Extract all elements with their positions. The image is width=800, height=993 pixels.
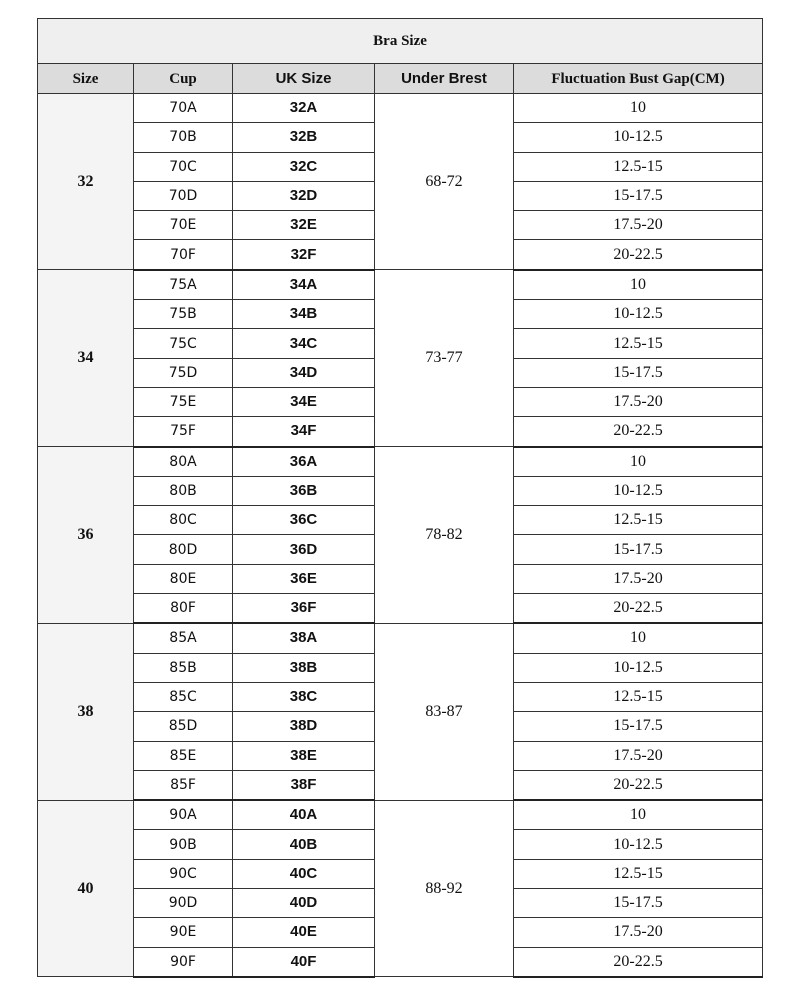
cup-cell: 85F <box>134 770 233 800</box>
table-row <box>38 94 763 123</box>
fluctuation-cell: 17.5-20 <box>514 211 763 240</box>
uk-size-cell: 38D <box>233 712 375 741</box>
header-uk-size: UK Size <box>233 64 375 94</box>
fluctuation-cell: 17.5-20 <box>514 564 763 593</box>
table-title: Bra Size <box>38 19 763 64</box>
fluctuation-cell: 15-17.5 <box>514 181 763 210</box>
cup-cell: 75C <box>134 329 233 358</box>
fluctuation-cell: 10 <box>514 94 763 123</box>
fluctuation-cell: 10 <box>514 447 763 477</box>
header-row <box>38 64 763 94</box>
fluctuation-cell: 12.5-15 <box>514 859 763 888</box>
uk-size-cell: 34F <box>233 417 375 447</box>
table-row <box>38 623 763 653</box>
fluctuation-cell: 20-22.5 <box>514 594 763 624</box>
under-brest-cell: 73-77 <box>375 270 514 447</box>
table-row <box>38 447 763 477</box>
uk-size-cell: 34C <box>233 329 375 358</box>
size-cell: 36 <box>38 447 134 624</box>
under-brest-cell: 68-72 <box>375 94 514 270</box>
uk-size-cell: 40F <box>233 947 375 977</box>
header-size: Size <box>38 64 134 94</box>
fluctuation-cell: 15-17.5 <box>514 712 763 741</box>
uk-size-cell: 34B <box>233 300 375 329</box>
uk-size-cell: 32F <box>233 240 375 270</box>
cup-cell: 75B <box>134 300 233 329</box>
cup-cell: 85E <box>134 741 233 770</box>
cup-cell: 85A <box>134 623 233 653</box>
uk-size-cell: 40D <box>233 889 375 918</box>
fluctuation-cell: 10 <box>514 623 763 653</box>
cup-cell: 80F <box>134 594 233 624</box>
bra-size-table <box>37 18 763 978</box>
under-brest-cell: 83-87 <box>375 623 514 800</box>
size-cell: 32 <box>38 94 134 270</box>
under-brest-cell: 78-82 <box>375 447 514 624</box>
cup-cell: 70E <box>134 211 233 240</box>
size-cell: 34 <box>38 270 134 447</box>
cup-cell: 85D <box>134 712 233 741</box>
cup-cell: 80C <box>134 506 233 535</box>
fluctuation-cell: 10-12.5 <box>514 123 763 152</box>
cup-cell: 70D <box>134 181 233 210</box>
size-chart <box>37 18 762 978</box>
fluctuation-cell: 15-17.5 <box>514 358 763 387</box>
fluctuation-cell: 10 <box>514 270 763 300</box>
cup-cell: 80D <box>134 535 233 564</box>
uk-size-cell: 40C <box>233 859 375 888</box>
uk-size-cell: 40A <box>233 800 375 830</box>
fluctuation-cell: 12.5-15 <box>514 152 763 181</box>
uk-size-cell: 34A <box>233 270 375 300</box>
cup-cell: 90A <box>134 800 233 830</box>
uk-size-cell: 36B <box>233 476 375 505</box>
cup-cell: 90F <box>134 947 233 977</box>
uk-size-cell: 32A <box>233 94 375 123</box>
cup-cell: 70B <box>134 123 233 152</box>
cup-cell: 70F <box>134 240 233 270</box>
uk-size-cell: 38F <box>233 770 375 800</box>
cup-cell: 75E <box>134 387 233 416</box>
uk-size-cell: 36D <box>233 535 375 564</box>
table-body <box>38 94 763 977</box>
uk-size-cell: 36E <box>233 564 375 593</box>
cup-cell: 85B <box>134 653 233 682</box>
fluctuation-cell: 12.5-15 <box>514 506 763 535</box>
uk-size-cell: 32E <box>233 211 375 240</box>
cup-cell: 80E <box>134 564 233 593</box>
uk-size-cell: 34D <box>233 358 375 387</box>
fluctuation-cell: 10 <box>514 800 763 830</box>
size-cell: 40 <box>38 800 134 977</box>
header-under-brest: Under Brest <box>375 64 514 94</box>
uk-size-cell: 40B <box>233 830 375 859</box>
table-row <box>38 800 763 830</box>
cup-cell: 85C <box>134 682 233 711</box>
cup-cell: 80B <box>134 476 233 505</box>
uk-size-cell: 38C <box>233 682 375 711</box>
uk-size-cell: 36A <box>233 447 375 477</box>
uk-size-cell: 32C <box>233 152 375 181</box>
size-cell: 38 <box>38 623 134 800</box>
uk-size-cell: 32D <box>233 181 375 210</box>
uk-size-cell: 38A <box>233 623 375 653</box>
fluctuation-cell: 10-12.5 <box>514 653 763 682</box>
cup-cell: 75A <box>134 270 233 300</box>
uk-size-cell: 36C <box>233 506 375 535</box>
cup-cell: 90B <box>134 830 233 859</box>
cup-cell: 70C <box>134 152 233 181</box>
uk-size-cell: 40E <box>233 918 375 947</box>
fluctuation-cell: 12.5-15 <box>514 682 763 711</box>
cup-cell: 75D <box>134 358 233 387</box>
cup-cell: 90D <box>134 889 233 918</box>
fluctuation-cell: 17.5-20 <box>514 918 763 947</box>
uk-size-cell: 38B <box>233 653 375 682</box>
fluctuation-cell: 17.5-20 <box>514 387 763 416</box>
title-row <box>38 19 763 64</box>
cup-cell: 75F <box>134 417 233 447</box>
cup-cell: 70A <box>134 94 233 123</box>
cup-cell: 80A <box>134 447 233 477</box>
fluctuation-cell: 15-17.5 <box>514 535 763 564</box>
fluctuation-cell: 20-22.5 <box>514 947 763 977</box>
uk-size-cell: 32B <box>233 123 375 152</box>
fluctuation-cell: 20-22.5 <box>514 240 763 270</box>
uk-size-cell: 36F <box>233 594 375 624</box>
fluctuation-cell: 20-22.5 <box>514 770 763 800</box>
fluctuation-cell: 12.5-15 <box>514 329 763 358</box>
header-fluctuation: Fluctuation Bust Gap(CM) <box>514 64 763 94</box>
fluctuation-cell: 10-12.5 <box>514 830 763 859</box>
uk-size-cell: 34E <box>233 387 375 416</box>
fluctuation-cell: 20-22.5 <box>514 417 763 447</box>
fluctuation-cell: 10-12.5 <box>514 476 763 505</box>
cup-cell: 90C <box>134 859 233 888</box>
under-brest-cell: 88-92 <box>375 800 514 977</box>
fluctuation-cell: 15-17.5 <box>514 889 763 918</box>
table-row <box>38 270 763 300</box>
uk-size-cell: 38E <box>233 741 375 770</box>
header-cup: Cup <box>134 64 233 94</box>
fluctuation-cell: 10-12.5 <box>514 300 763 329</box>
cup-cell: 90E <box>134 918 233 947</box>
fluctuation-cell: 17.5-20 <box>514 741 763 770</box>
